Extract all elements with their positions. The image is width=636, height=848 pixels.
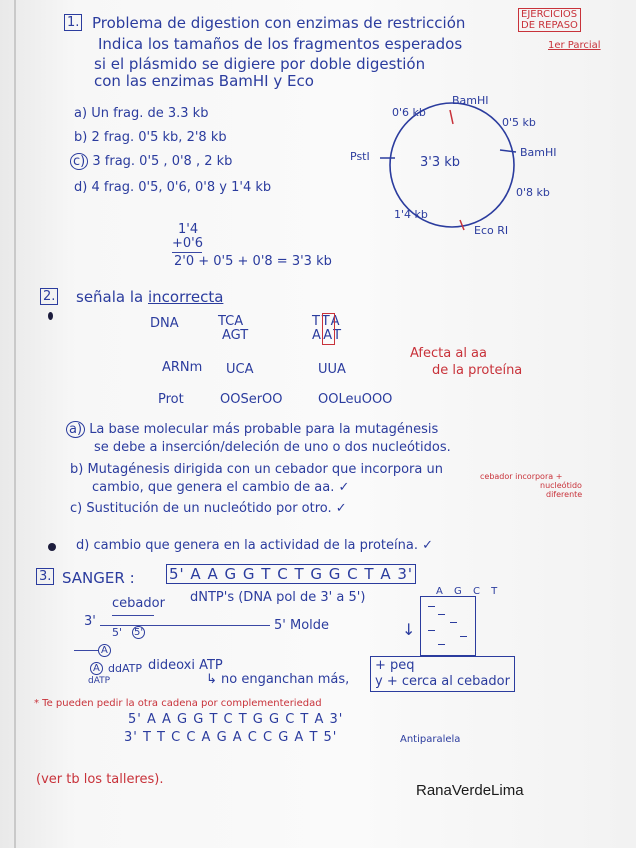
review-tag-line-1: EJERCICIOS — [521, 9, 578, 20]
prot-col2: OOLeuOOO — [318, 392, 393, 407]
label-08kb: 0'8 kb — [516, 186, 550, 199]
ex1-line-1: Problema de digestion con enzimas de restricción — [92, 14, 466, 32]
plasmid-size: 3'3 kb — [420, 155, 461, 170]
ex2-number: 2. — [40, 288, 58, 305]
bamhi-site-right — [500, 150, 516, 152]
complement-note: * Te pueden pedir la otra cadena por complementeriedad — [34, 698, 322, 709]
note-red-line-2: de la proteína — [432, 363, 523, 378]
prot-label: Prot — [158, 392, 184, 407]
arnm-col2: UUA — [318, 362, 346, 377]
a-circled: A — [98, 644, 111, 657]
sanger-sequence: 5' A A G G T C T G G C T A 3' — [166, 564, 416, 584]
dna-col1-top: TCA — [218, 314, 244, 329]
primer-5prime: 5' — [112, 626, 123, 639]
strand-5-3: 5' A A G G T C T G G C T A 3' — [128, 712, 344, 727]
label-psti: PstI — [350, 150, 370, 163]
ex1-number: 1. — [64, 14, 82, 31]
margin-mark — [48, 312, 53, 320]
option-letter: c) — [70, 501, 83, 516]
datp-label: dATP — [88, 676, 111, 686]
arrow-down-icon: ↓ — [402, 620, 416, 639]
option-text: Un frag. de 3.3 kb — [91, 106, 209, 121]
option-letter-circled: a) — [66, 421, 85, 438]
ex2-title — [76, 288, 223, 306]
side-note-1: cebador incorpora + — [480, 472, 563, 481]
label-bamhi-right: BamHI — [520, 146, 557, 159]
ex2-option-b-1 — [70, 462, 443, 477]
arnm-col1: UCA — [226, 362, 254, 377]
option-text: 2 frag. 0'5 kb, 2'8 kb — [91, 130, 227, 145]
gel-band — [428, 630, 435, 631]
sum-line: 2'0 + 0'5 + 0'8 = 3'3 kb — [174, 254, 332, 269]
label-05kb: 0'5 kb — [502, 116, 536, 129]
side-note-2: nucleótido — [540, 481, 582, 490]
option-letter: b) — [74, 130, 88, 145]
a-circled-2: A — [90, 662, 103, 675]
result-line-1: + peq — [375, 658, 415, 673]
ex2-option-b-2: cambio, que genera el cambio de aa. ✓ — [92, 480, 350, 495]
option-text: La base molecular más probable para la mutagénesis — [89, 422, 439, 437]
arnm-label: ARNm — [162, 360, 203, 375]
ex2-title-underlined: incorrecta — [148, 288, 224, 306]
dna-col2-top: TTA — [312, 314, 342, 329]
result-box — [370, 656, 515, 692]
dna-label: DNA — [150, 316, 179, 331]
option-letter: d) — [74, 180, 88, 195]
option-letter-circled: c) — [70, 153, 88, 170]
bullet-d — [48, 543, 56, 551]
sum-plus: +0'6 — [172, 236, 204, 251]
footer-note: (ver tb los talleres). — [36, 772, 164, 787]
side-note-3: diferente — [546, 490, 583, 499]
gel-band — [460, 636, 467, 637]
ex1-line-3: si el plásmido se digiere por doble digestión — [94, 55, 426, 73]
strand-3prime: 3' — [84, 614, 96, 629]
dntp-label: dNTP's (DNA pol de 3' a 5') — [190, 590, 366, 605]
gel-header: A G C T — [436, 586, 502, 597]
gel-band — [438, 614, 445, 615]
exam-tag: 1er Parcial — [548, 40, 601, 51]
label-14kb: 1'4 kb — [394, 208, 428, 221]
label-06kb: 0'6 kb — [392, 106, 426, 119]
ddatp-label: ddATP — [108, 662, 142, 675]
ex2-title-pre: señala la — [76, 288, 148, 306]
label-ecori: Eco RI — [474, 224, 509, 237]
option-text: cambio que genera en la actividad de la proteína. ✓ — [93, 538, 433, 553]
option-letter: b) — [70, 462, 84, 477]
mutation-box — [322, 313, 335, 345]
option-text: 4 frag. 0'5, 0'6, 0'8 y 1'4 kb — [91, 180, 272, 195]
gel-band — [438, 644, 445, 645]
option-letter: d) — [76, 538, 90, 553]
gel-band — [450, 622, 457, 623]
note-red-line-1: Afecta al aa — [410, 346, 487, 361]
option-letter: a) — [74, 106, 88, 121]
template-strand — [100, 625, 270, 626]
ex2-option-a-2: se debe a inserción/deleción de uno o dos nucleótidos. — [94, 440, 451, 455]
ex2-option-d — [76, 538, 433, 553]
antiparallel-label: Antiparalela — [400, 734, 461, 745]
option-text: Sustitución de un nucleótido por otro. ✓ — [86, 501, 347, 516]
dna-col2-bottom: AAT — [312, 328, 344, 343]
review-tag-line-2: DE REPASO — [521, 20, 578, 31]
no-more-label: ↳ no enganchan más, — [206, 672, 350, 687]
ex3-number: 3. — [36, 568, 54, 585]
primer-5prime-circled: 5' — [134, 627, 144, 638]
primer-strand — [112, 615, 154, 616]
ex1-line-2: Indica los tamaños de los fragmentos esperados — [98, 35, 463, 53]
ecori-site — [460, 220, 464, 230]
sum-top: 1'4 — [178, 222, 199, 237]
dash-mark — [74, 650, 98, 651]
dna-col1-bottom: AGT — [222, 328, 249, 343]
result-line-2: y + cerca al cebador — [375, 674, 510, 689]
strand-3-5: 3' T T C C A G A C C G A T 5' — [124, 730, 338, 745]
ex3-title: SANGER : — [62, 569, 135, 587]
molde-label: 5' Molde — [274, 618, 330, 633]
ex2-option-c — [70, 501, 347, 516]
option-text: Mutagénesis dirigida con un cebador que incorpora un — [87, 462, 443, 477]
prot-col1: OOSerOO — [220, 392, 283, 407]
side-note — [480, 472, 582, 499]
option-text: 3 frag. 0'5 , 0'8 , 2 kb — [92, 154, 233, 169]
ex2-option-a-1 — [66, 422, 438, 437]
label-bamhi-top: BamHI — [452, 94, 489, 107]
watermark: RanaVerdeLima — [416, 782, 524, 799]
cebador-label: cebador — [112, 596, 165, 611]
ex1-line-4: con las enzimas BamHI y Eco — [94, 72, 314, 90]
bamhi-site-top — [450, 110, 453, 124]
sequencing-gel — [420, 596, 476, 656]
gel-band — [428, 606, 435, 607]
dideoxy-label: dideoxi ATP — [148, 658, 223, 673]
